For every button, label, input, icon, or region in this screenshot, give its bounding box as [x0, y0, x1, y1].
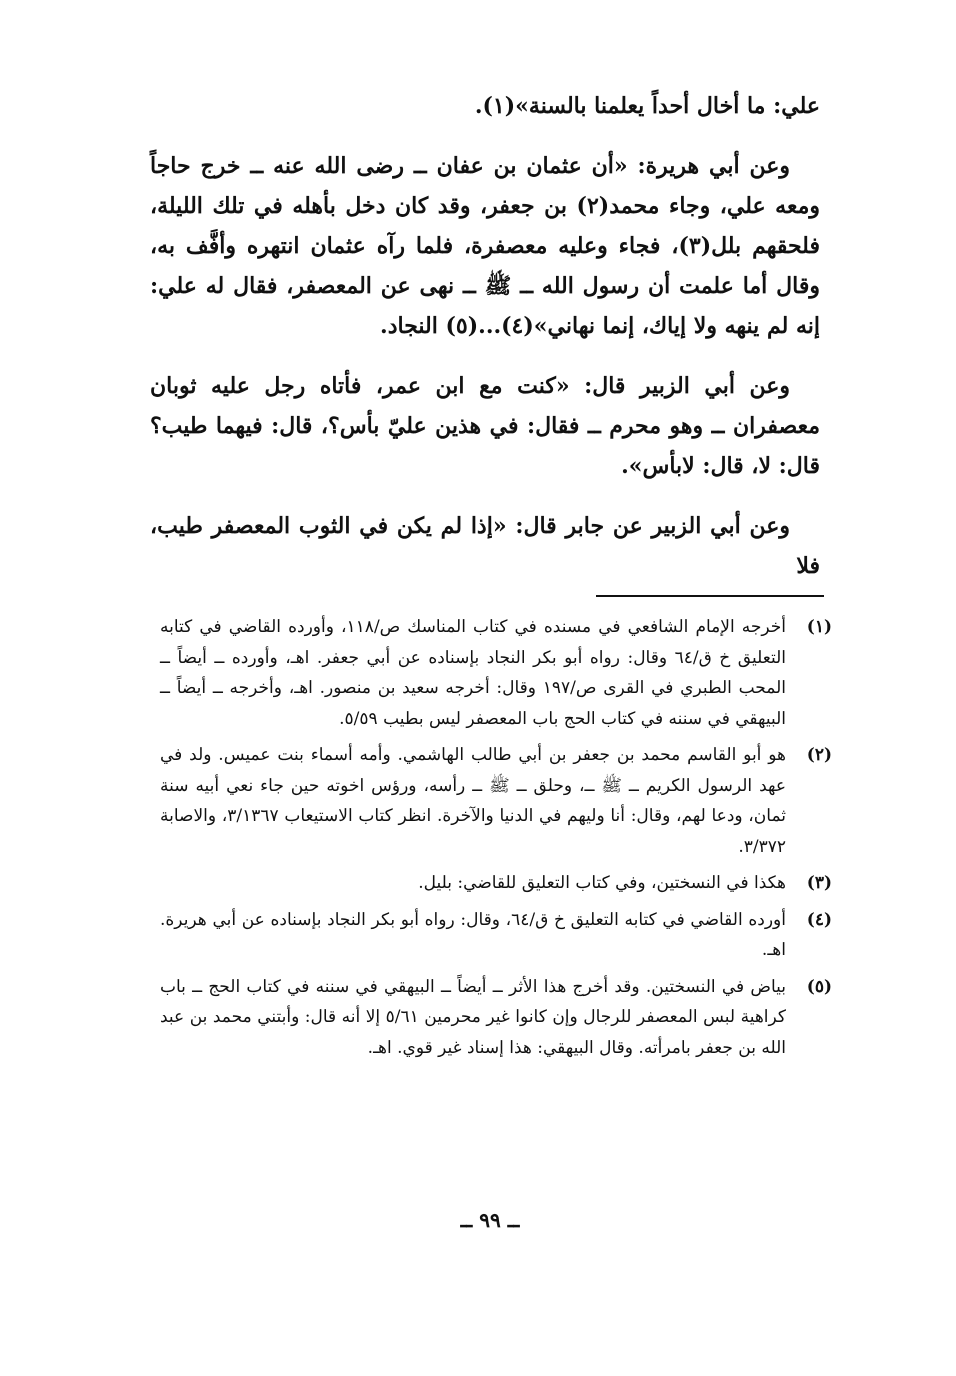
footnote-4	[160, 905, 832, 966]
footnote-text: هكذا في النسختين، وفي كتاب التعليق للقاضي: بليل.	[418, 873, 786, 893]
paragraph-abu-zubayr-jabir: وعن أبي الزبير عن جابر قال: «إذا لم يكن في الثوب المعصفر طيب، فلا	[150, 513, 820, 579]
footnote-number: (٥)	[806, 976, 832, 997]
footnote-number: (٤)	[806, 909, 832, 930]
footnote-text: أورده القاضي في كتابه التعليق خ ق/٦٤، وقال: رواه أبو بكر النجاد بإسناده عن أبي هريرة. اهـ.	[160, 909, 786, 960]
footnote-number: (٢)	[806, 745, 832, 765]
page-number: ــ ٩٩ ــ	[460, 1208, 520, 1232]
paragraph-abu-zubayr-ibn-umar: وعن أبي الزبير قال: «كنت مع ابن عمر، فأتاه رجل عليه ثوبان معصفران ــ وهو محرم ــ فقال: في هذين عليّ بأس؟، قال: فيهما طيب؟ قال: لا، قال: لابأس».	[150, 373, 820, 479]
footnote-2	[160, 740, 832, 862]
footnote-text: أخرجه الإمام الشافعي في مسنده في كتاب المناسك ص/١١٨، وأورده القاضي في كتابه التعليق خ ق/٦٤ وقال: رواه أبو بكر النجاد بإسناده عن أبي جعفر. اهـ، وأورده ــ أيضاً ــ المحب الطبري في القرى ص/١٩٧ وقال: أخرجه سعيد بن منصور. اهـ، وأخرجه ــ أيضاً ــ البيهقي في سننه في كتاب الحج باب المعصفر ليس بطيب ٥/٥٩.	[160, 617, 787, 729]
footnote-5	[160, 972, 832, 1064]
footnote-3	[160, 868, 832, 899]
footnote-1	[160, 612, 832, 734]
footnote-text: بياض في النسختين. وقد أخرج هذا الأثر ــ أيضاً ــ البيهقي في سننه في كتاب الحج ــ باب كراهية لبس المعصفر للرجال وإن كانوا غير محرمين ٥/٦١ إلا أنه قال: وأبتني محمد بن عبد الله بن جعفر بامرأته. وقال البيهقي: هذا إسناد غير قوي. اهـ.	[160, 976, 786, 1058]
paragraph-abu-hurayra: وعن أبي هريرة: «أن عثمان بن عفان ــ رضى الله عنه ــ خرج حاجاً ومعه علي، وجاء محمد(٢) بن جعفر، وقد كان دخل بأهله في تلك الليلة، فلحقهم بلل(٣)، فجاء وعليه معصفرة، فلما رآه عثمان انتهره وأفَّف به، وقال أما علمت أن رسول الله ــ ﷺ ــ نهى عن المعصفر، فقال له علي: إنه لم ينهه ولا إياك، إنما نهاني»(٤)...(٥) النجاد.	[150, 153, 820, 339]
main-text-block	[150, 86, 820, 606]
footnote-number: (١)	[806, 617, 832, 637]
footnotes-section	[160, 612, 832, 1069]
footnote-text: هو أبو القاسم محمد بن جعفر بن أبي طالب الهاشمي. وأمه أسماء بنت عميس. ولد في عهد الرسول الكريم ــ ﷺ ــ، وحلق ــ ﷺ ــ رأسه، ورؤس اخوته حين جاء نعي أبيه سنة ثمان، ودعا لهم، وقال: أنا وليهم في الدنيا والآخرة. انظر كتاب الاستيعاب ٣/١٣٦٧، والاصابة ٣/٣٧٢.	[160, 745, 787, 857]
footnote-number: (٣)	[806, 873, 832, 893]
footnote-separator	[596, 595, 824, 597]
paragraph-continuation: علي: ما أخال أحداً يعلمنا بالسنة»(١).	[474, 93, 820, 119]
